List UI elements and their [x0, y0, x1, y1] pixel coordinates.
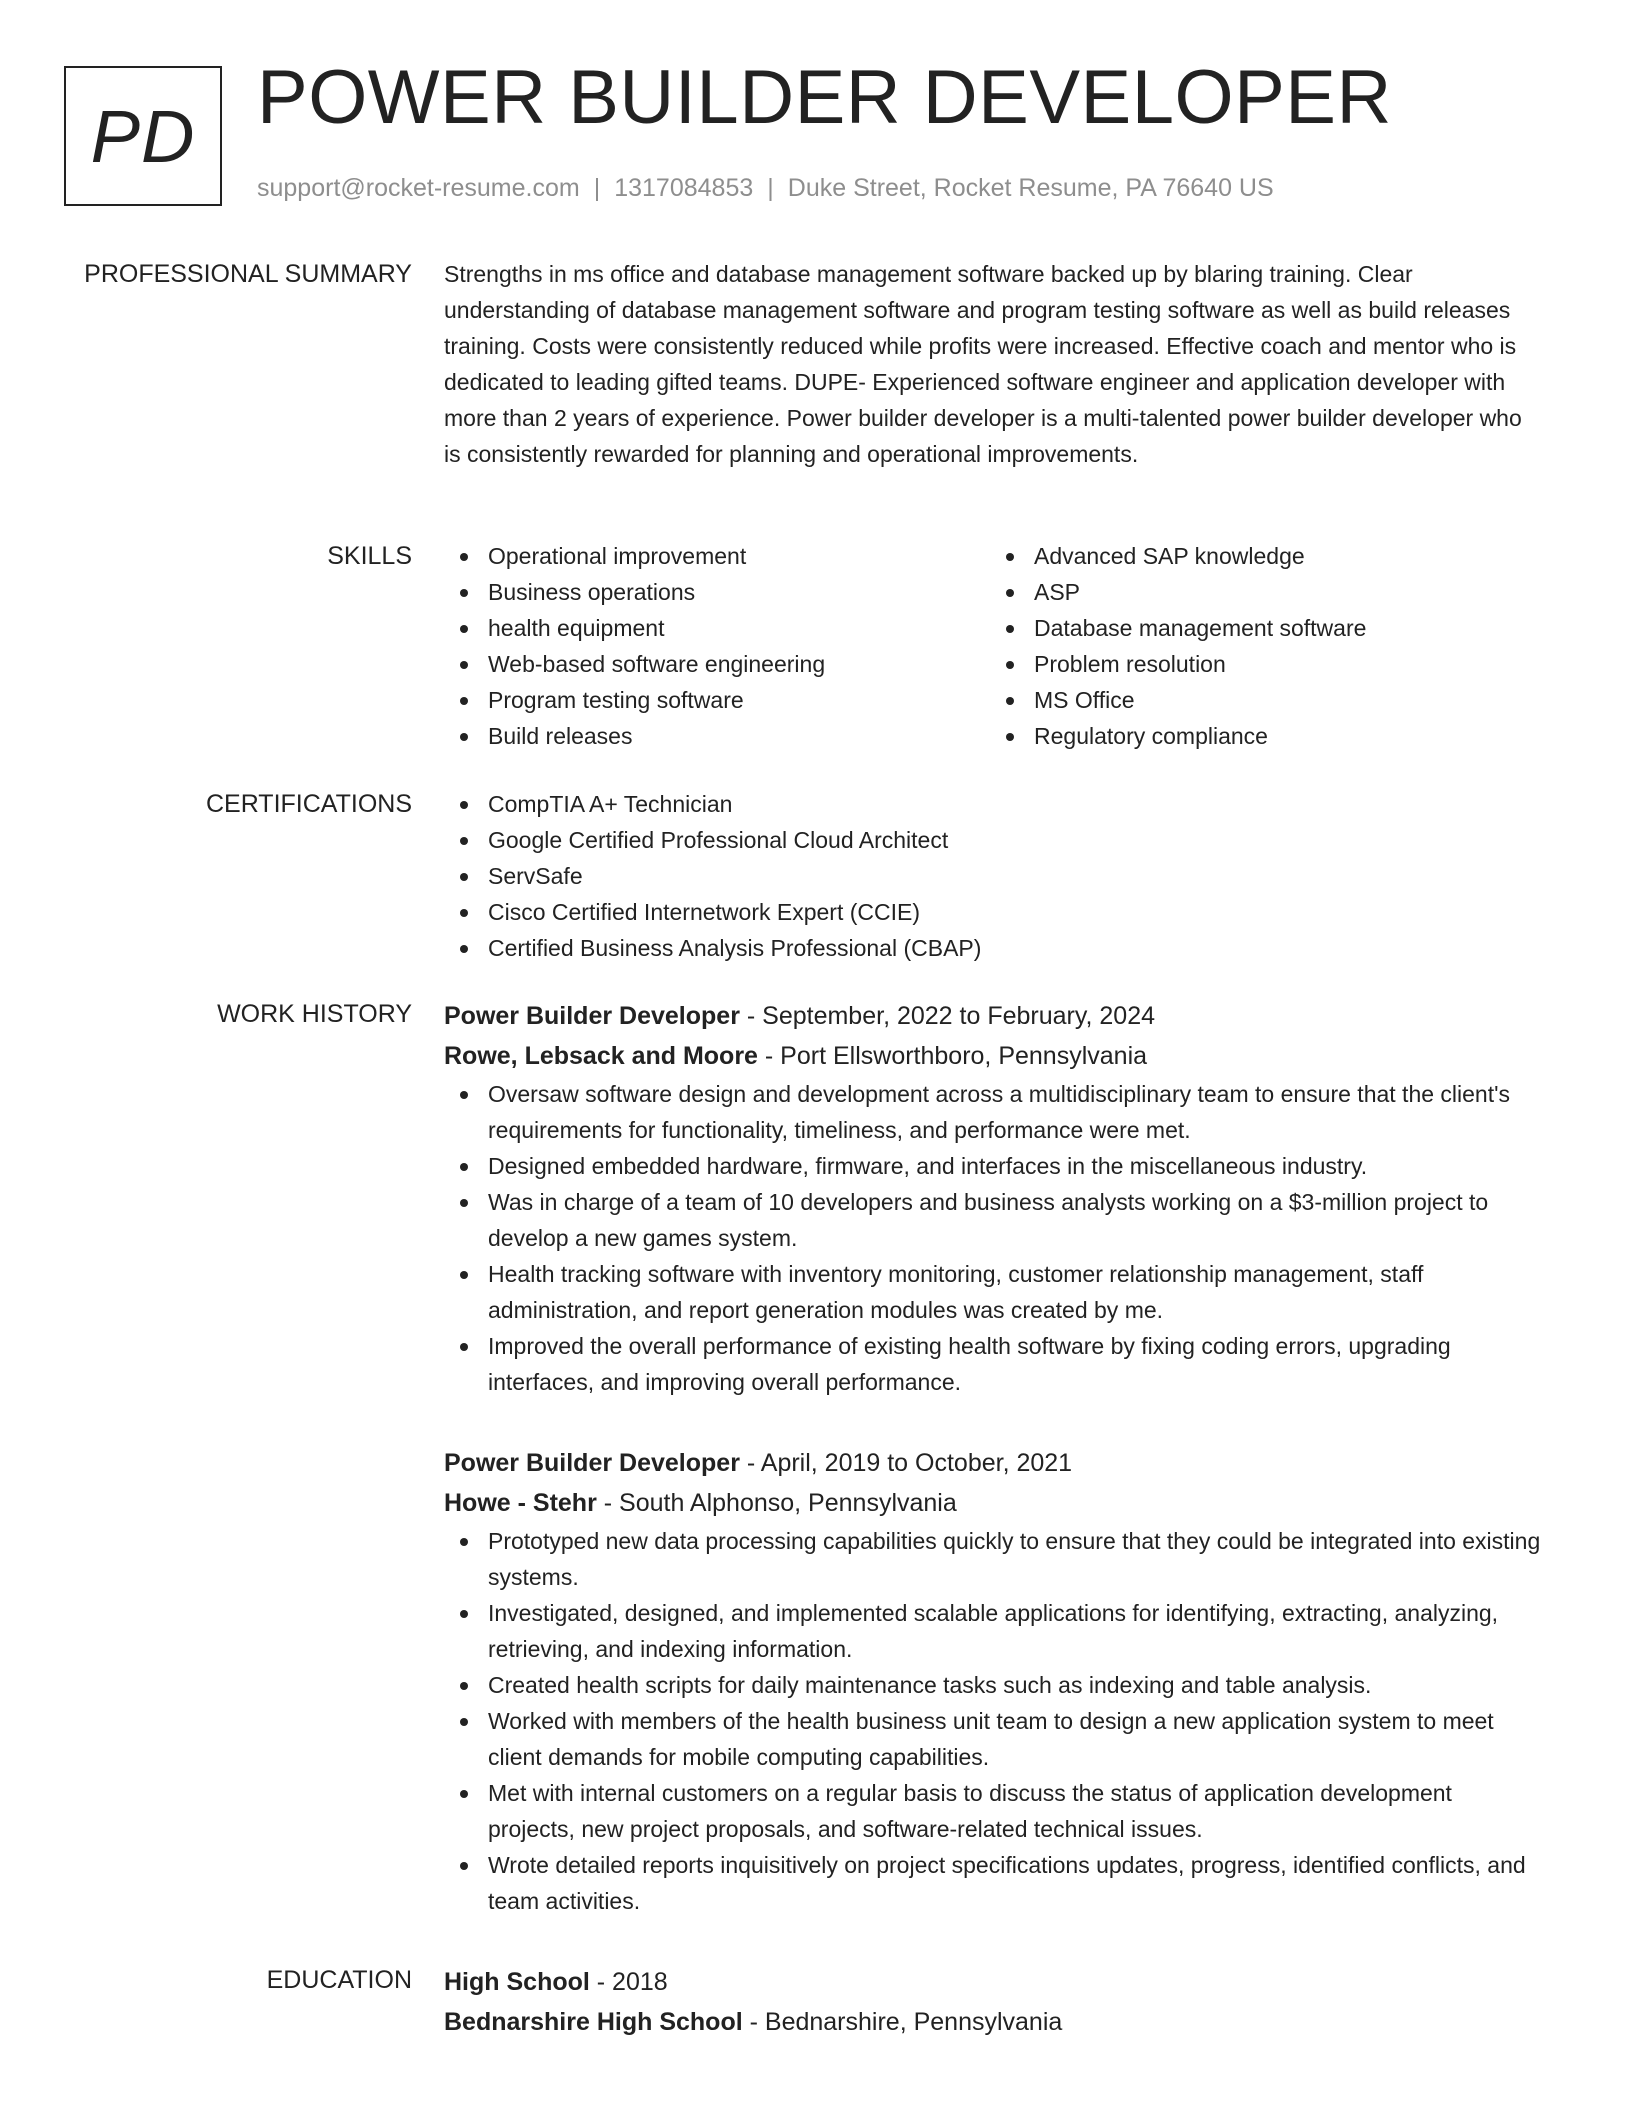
job-duty: Met with internal customers on a regular basis to discuss the status of application development projects, new project proposals, and software-related technical issues.	[444, 1775, 1544, 1847]
contact-phone: 1317084853	[614, 174, 754, 202]
skill-item: health equipment	[444, 610, 990, 646]
contact-line	[257, 174, 1274, 203]
certification-item: Cisco Certified Internetwork Expert (CCIE)	[444, 894, 1544, 930]
job-duty: Worked with members of the health business unit team to design a new application system to meet client demands for mobile computing capabilities.	[444, 1703, 1544, 1775]
certification-item: ServSafe	[444, 858, 1544, 894]
certifications-body	[444, 786, 1544, 966]
job-location: - South Alphonso, Pennsylvania	[596, 1489, 957, 1517]
certification-item: Certified Business Analysis Professional (CBAP)	[444, 930, 1544, 966]
contact-email: support@rocket-resume.com	[257, 174, 580, 202]
job-company: Rowe, Lebsack and Moore	[444, 1042, 758, 1070]
contact-separator: |	[593, 174, 601, 202]
education-school: Bednarshire High School	[444, 2008, 743, 2036]
skills-column-right	[990, 538, 1536, 754]
job-duty: Health tracking software with inventory monitoring, customer relationship management, staff administration, and report generation modules was created by me.	[444, 1256, 1544, 1328]
education-degree-line	[444, 1962, 1544, 2002]
job-company: Howe - Stehr	[444, 1489, 597, 1517]
skill-item: Business operations	[444, 574, 990, 610]
job-dates: - April, 2019 to October, 2021	[739, 1449, 1073, 1477]
skill-item: Web-based software engineering	[444, 646, 990, 682]
summary-text: Strengths in ms office and database management software backed up by blaring training. Clear understanding of database management software and program testing software as well as build releases training. Costs were consistently reduced while profits were increased. Effective coach and mentor who is dedicated to leading gifted teams. DUPE- Experienced software engineer and application developer with more than 2 years of experience. Power builder developer is a multi-talented power builder developer who is consistently rewarded for planning and operational improvements.	[444, 261, 1522, 467]
skills-column-left	[444, 538, 990, 754]
job-duty: Improved the overall performance of existing health software by fixing coding errors, upgrading interfaces, and improving overall performance.	[444, 1328, 1544, 1400]
education-location: - Bednarshire, Pennsylvania	[742, 2008, 1063, 2036]
job-company-line	[444, 1036, 1544, 1076]
job-duty: Oversaw software design and development across a multidisciplinary team to ensure that the client's requirements for functionality, timeliness, and performance were met.	[444, 1076, 1544, 1148]
skills-heading: SKILLS	[327, 542, 412, 570]
skills-grid	[444, 538, 1544, 754]
skill-item: Build releases	[444, 718, 990, 754]
education-entry	[444, 1962, 1544, 2042]
job-title: Power Builder Developer	[444, 1449, 740, 1477]
job-duties-list	[444, 1076, 1544, 1400]
monogram-logo: PD	[64, 66, 222, 206]
certifications-list	[444, 786, 1544, 966]
job-dates: - September, 2022 to February, 2024	[739, 1002, 1156, 1030]
job-duty: Designed embedded hardware, firmware, and interfaces in the miscellaneous industry.	[444, 1148, 1544, 1184]
job-title: Power Builder Developer	[444, 1002, 740, 1030]
job-duty: Wrote detailed reports inquisitively on project specifications updates, progress, identified conflicts, and team activities.	[444, 1847, 1544, 1919]
summary-heading: PROFESSIONAL SUMMARY	[84, 260, 412, 288]
job-duty: Investigated, designed, and implemented scalable applications for identifying, extracting, analyzing, retrieving, and indexing information.	[444, 1595, 1544, 1667]
contact-separator: |	[767, 174, 774, 202]
education-year: - 2018	[589, 1968, 668, 1996]
job-company-line	[444, 1483, 1544, 1523]
skill-item: Advanced SAP knowledge	[990, 538, 1536, 574]
education-school-line	[444, 2002, 1544, 2042]
job-location: - Port Ellsworthboro, Pennsylvania	[757, 1042, 1148, 1070]
certification-item: CompTIA A+ Technician	[444, 786, 1544, 822]
job-duty: Prototyped new data processing capabilities quickly to ensure that they could be integrated into existing systems.	[444, 1523, 1544, 1595]
skill-item: Regulatory compliance	[990, 718, 1536, 754]
education-degree: High School	[444, 1968, 590, 1996]
skill-item: MS Office	[990, 682, 1536, 718]
contact-address: Duke Street, Rocket Resume, PA 76640 US	[787, 174, 1274, 202]
skill-item: Program testing software	[444, 682, 990, 718]
job-title-line	[444, 1443, 1544, 1483]
work-history-heading: WORK HISTORY	[217, 1000, 412, 1028]
job-duty: Created health scripts for daily maintenance tasks such as indexing and table analysis.	[444, 1667, 1544, 1703]
skill-item: Operational improvement	[444, 538, 990, 574]
summary-body	[444, 256, 1544, 472]
resume-title: POWER BUILDER DEVELOPER	[257, 55, 1392, 140]
job-title-line	[444, 996, 1544, 1036]
certifications-heading: CERTIFICATIONS	[205, 790, 412, 818]
job-duties-list	[444, 1523, 1544, 1919]
skill-item: ASP	[990, 574, 1536, 610]
certification-item: Google Certified Professional Cloud Architect	[444, 822, 1544, 858]
education-heading: EDUCATION	[266, 1966, 412, 1994]
job-entry	[444, 996, 1544, 1400]
skill-item: Database management software	[990, 610, 1536, 646]
job-duty: Was in charge of a team of 10 developers and business analysts working on a $3-million project to develop a new games system.	[444, 1184, 1544, 1256]
job-entry	[444, 1443, 1544, 1919]
skill-item: Problem resolution	[990, 646, 1536, 682]
